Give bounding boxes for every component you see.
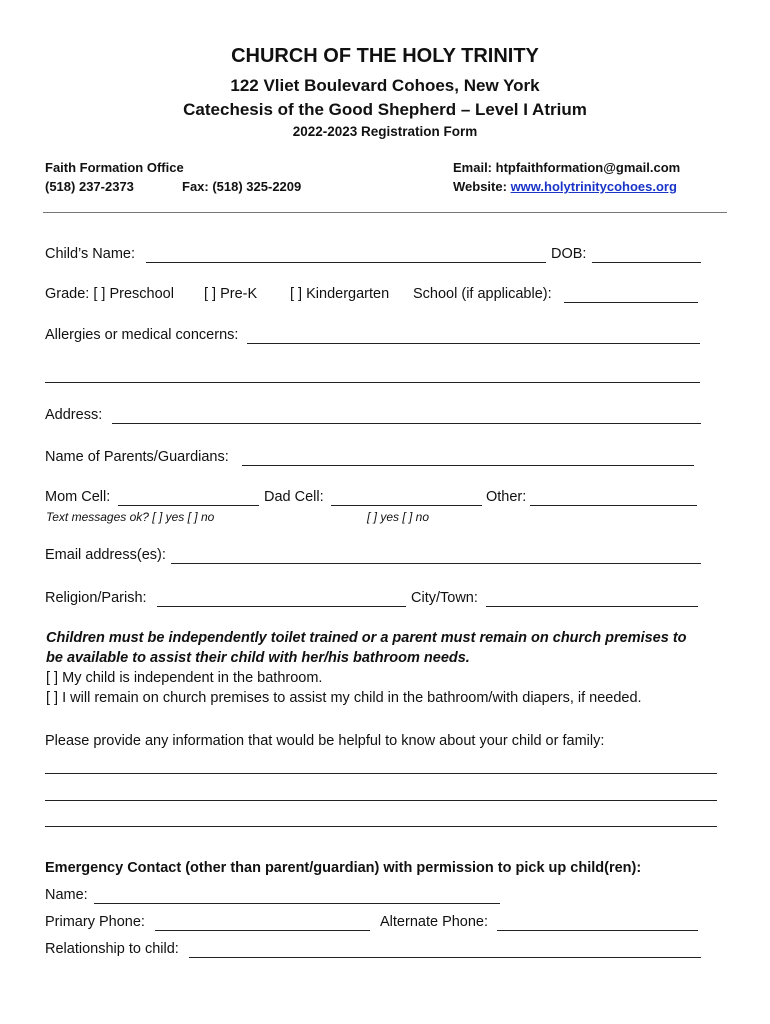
toilet-option-parent-checkbox[interactable]: [ ] I will remain on church premises to assist my child in the bathroom/with diapers, if needed. [46, 690, 642, 706]
grade-prek-checkbox[interactable]: [ ] Pre-K [204, 286, 258, 302]
grade-preschool-checkbox[interactable]: Grade: [ ] Preschool [45, 286, 174, 302]
office-name: Faith Formation Office [45, 160, 184, 175]
dob-label: DOB: [551, 246, 587, 262]
parents-label: Name of Parents/Guardians: [45, 449, 229, 465]
other-label: Other: [486, 489, 527, 505]
alternate-phone-label: Alternate Phone: [380, 914, 489, 930]
emergency-name-label: Name: [45, 887, 88, 903]
church-address: 122 Vliet Boulevard Cohoes, New York [230, 76, 540, 95]
toilet-notice-line2: be available to assist their child with her/his bathroom needs. [46, 650, 470, 666]
other-field[interactable] [530, 505, 697, 506]
allergies-field-line2[interactable] [45, 382, 700, 383]
allergies-label: Allergies or medical concerns: [45, 327, 239, 343]
parents-field[interactable] [242, 465, 694, 466]
dad-text-ok-checkbox[interactable]: [ ] yes [ ] no [367, 510, 430, 524]
religion-label: Religion/Parish: [45, 590, 147, 606]
school-field[interactable] [564, 302, 698, 303]
mom-text-ok-checkbox[interactable]: Text messages ok? [ ] yes [ ] no [46, 510, 215, 524]
address-field[interactable] [112, 423, 701, 424]
info-field-line1[interactable] [45, 773, 717, 774]
email-row [453, 160, 680, 175]
emergency-name-field[interactable] [94, 903, 500, 904]
info-field-line3[interactable] [45, 826, 717, 827]
form-title: 2022-2023 Registration Form [292, 124, 478, 139]
religion-field[interactable] [157, 606, 406, 607]
info-prompt: Please provide any information that would be helpful to know about your child or family: [45, 733, 605, 749]
dad-cell-field[interactable] [331, 505, 482, 506]
emergency-heading: Emergency Contact (other than parent/guardian) with permission to pick up child(ren): [45, 860, 642, 876]
school-label: School (if applicable): [413, 286, 552, 302]
relationship-label: Relationship to child: [45, 941, 179, 957]
mom-cell-field[interactable] [118, 505, 259, 506]
primary-phone-label: Primary Phone: [45, 914, 145, 930]
address-label: Address: [45, 407, 103, 423]
website-row [453, 179, 677, 194]
dob-field[interactable] [592, 262, 701, 263]
toilet-notice-line1: Children must be independently toilet trained or a parent must remain on church premises to [46, 630, 687, 646]
website-link[interactable]: www.holytrinitycohoes.org [510, 179, 677, 194]
grade-kindergarten-checkbox[interactable]: [ ] Kindergarten [290, 286, 390, 302]
church-name: CHURCH OF THE HOLY TRINITY [231, 45, 539, 67]
primary-phone-field[interactable] [155, 930, 370, 931]
city-field[interactable] [486, 606, 698, 607]
website-label: Website: [453, 179, 507, 194]
header-divider [43, 212, 727, 213]
email-addresses-label: Email address(es): [45, 547, 166, 563]
office-fax: Fax: (518) 325-2209 [182, 179, 302, 194]
email-addresses-field[interactable] [171, 563, 701, 564]
alternate-phone-field[interactable] [497, 930, 698, 931]
childs-name-label: Child’s Name: [45, 246, 135, 262]
toilet-option-independent-checkbox[interactable]: [ ] My child is independent in the bathroom. [46, 670, 323, 686]
relationship-field[interactable] [189, 957, 701, 958]
allergies-field[interactable] [247, 343, 700, 344]
childs-name-field[interactable] [146, 262, 546, 263]
email-address: htpfaithformation@gmail.com [495, 160, 681, 175]
city-label: City/Town: [411, 590, 478, 606]
mom-cell-label: Mom Cell: [45, 489, 111, 505]
dad-cell-label: Dad Cell: [264, 489, 324, 505]
program-title: Catechesis of the Good Shepherd – Level I Atrium [183, 100, 587, 119]
email-label: Email: [453, 160, 493, 175]
info-field-line2[interactable] [45, 800, 717, 801]
office-phone: (518) 237-2373 [45, 179, 134, 194]
